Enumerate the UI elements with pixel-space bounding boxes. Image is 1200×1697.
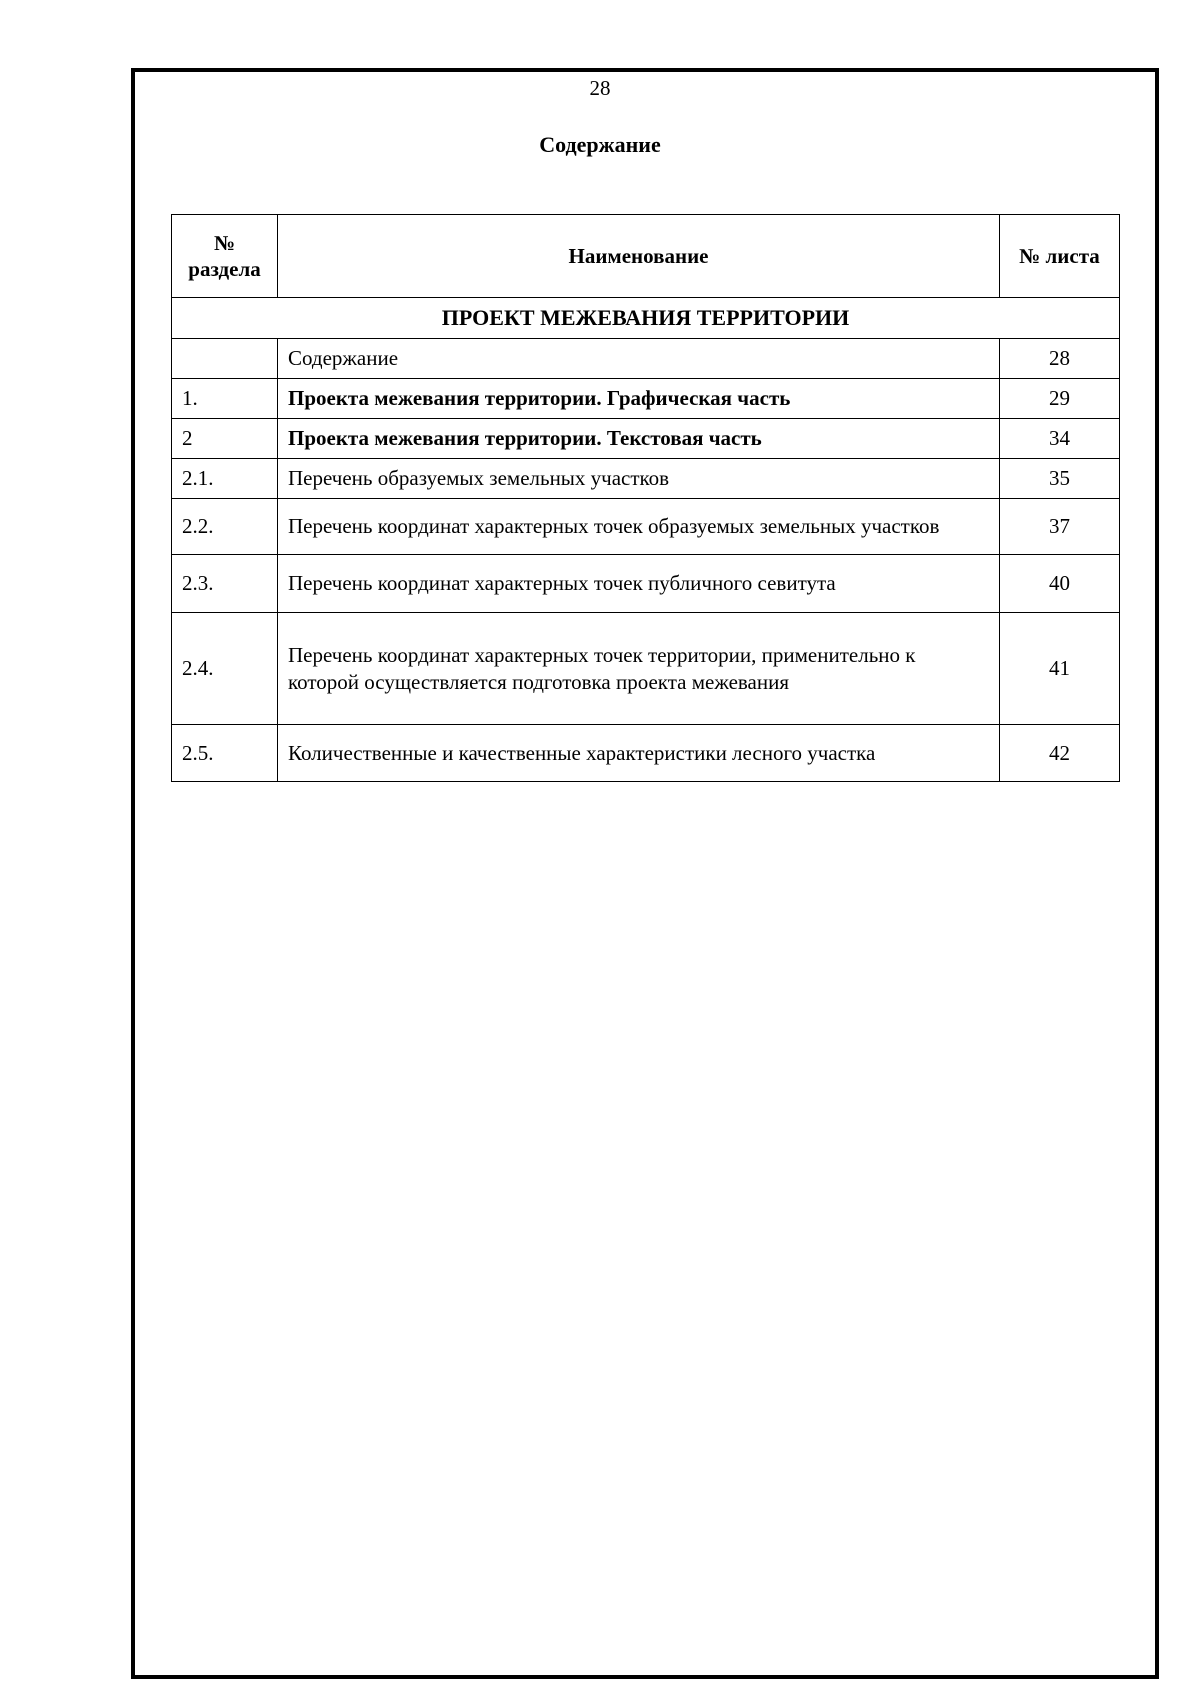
header-name: Наименование: [278, 215, 1000, 298]
row-section-number: 1.: [172, 379, 278, 419]
table-row: [172, 613, 1120, 725]
page-number: 28: [589, 76, 611, 100]
row-section-number: 2.3.: [172, 555, 278, 613]
page-title: Содержание: [539, 132, 661, 157]
row-name: Количественные и качественные характеристики лесного участка: [278, 725, 1000, 782]
row-name: Проекта межевания территории. Графическая часть: [278, 379, 1000, 419]
header-section-number: [172, 215, 278, 298]
row-section-number: 2: [172, 419, 278, 459]
row-page: 34: [1000, 419, 1120, 459]
row-name: Содержание: [278, 339, 1000, 379]
header-section-number-line1: №: [213, 230, 236, 255]
row-section-number: [172, 339, 278, 379]
table-row: [172, 379, 1120, 419]
row-page: 35: [1000, 459, 1120, 499]
row-name: Проекта межевания территории. Текстовая часть: [278, 419, 1000, 459]
table-row: [172, 725, 1120, 782]
group-heading: ПРОЕКТ МЕЖЕВАНИЯ ТЕРРИТОРИИ: [172, 298, 1120, 339]
row-page: 41: [1000, 613, 1120, 725]
table-row: [172, 339, 1120, 379]
table-row: [172, 459, 1120, 499]
row-page: 37: [1000, 499, 1120, 555]
row-name: Перечень координат характерных точек образуемых земельных участков: [278, 499, 1000, 555]
table-row: [172, 499, 1120, 555]
row-section-number: 2.2.: [172, 499, 278, 555]
row-section-number: 2.1.: [172, 459, 278, 499]
row-name: Перечень координат характерных точек территории, применительно к которой осуществляется подготовка проекта межевания: [278, 613, 1000, 725]
contents-table: [171, 214, 1120, 782]
row-section-number: 2.5.: [172, 725, 278, 782]
row-section-number: 2.4.: [172, 613, 278, 725]
row-page: 28: [1000, 339, 1120, 379]
row-page: 29: [1000, 379, 1120, 419]
group-heading-row: [172, 298, 1120, 339]
row-page: 42: [1000, 725, 1120, 782]
table-row: [172, 555, 1120, 613]
table-header-row: [172, 215, 1120, 298]
row-page: 40: [1000, 555, 1120, 613]
header-section-number-line2: раздела: [188, 257, 261, 281]
header-sheet-number: № листа: [1000, 215, 1120, 298]
row-name: Перечень образуемых земельных участков: [278, 459, 1000, 499]
table-row: [172, 419, 1120, 459]
row-name: Перечень координат характерных точек публичного севитута: [278, 555, 1000, 613]
